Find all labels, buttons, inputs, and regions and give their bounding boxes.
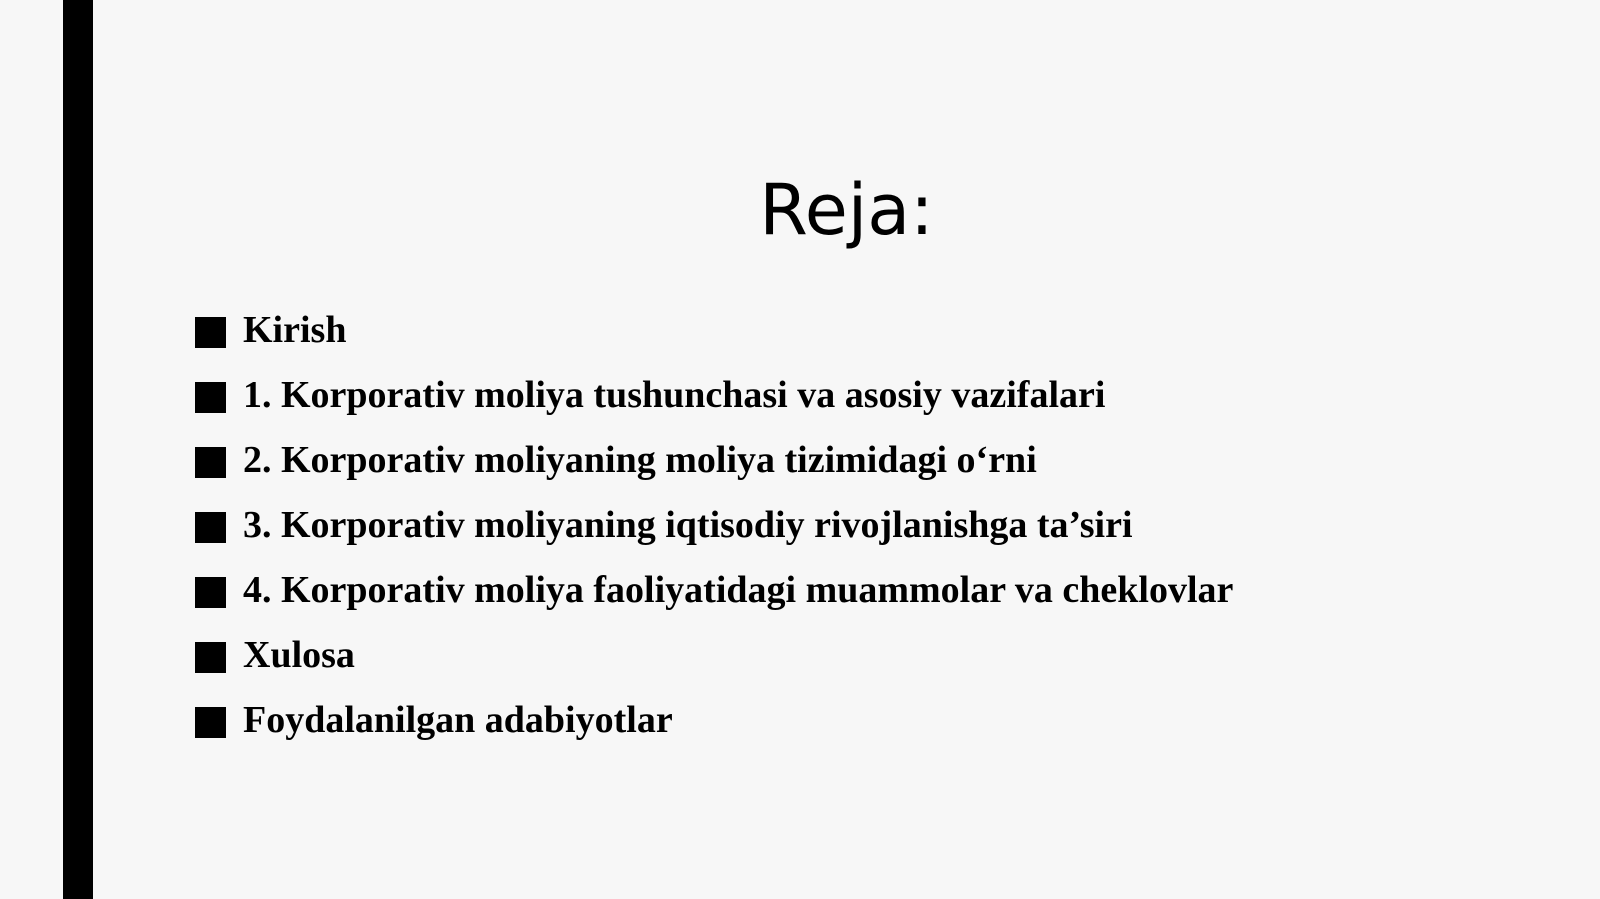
agenda-item-4 <box>195 557 1233 622</box>
agenda-item-label: Kirish <box>243 308 347 351</box>
square-bullet-icon <box>195 447 226 478</box>
agenda-item-label: Foydalanilgan adabiyotlar <box>243 698 673 741</box>
agenda-list <box>195 297 1233 752</box>
square-bullet-icon <box>195 512 226 543</box>
agenda-item-conclusion <box>195 622 1233 687</box>
agenda-item-3 <box>195 492 1233 557</box>
agenda-item-label: 3. Korporativ moliyaning iqtisodiy rivojlanishga ta’siri <box>243 503 1133 546</box>
square-bullet-icon <box>195 317 226 348</box>
square-bullet-icon <box>195 707 226 738</box>
agenda-item-label: 4. Korporativ moliya faoliyatidagi muammolar va cheklovlar <box>243 568 1234 611</box>
agenda-item-references <box>195 687 1233 752</box>
square-bullet-icon <box>195 642 226 673</box>
agenda-item-2 <box>195 427 1233 492</box>
square-bullet-icon <box>195 577 226 608</box>
agenda-item-label: 2. Korporativ moliyaning moliya tizimidagi o‘rni <box>243 438 1037 481</box>
left-accent-bar <box>63 0 93 899</box>
agenda-item-1 <box>195 362 1233 427</box>
slide-title: Reja: <box>759 169 934 251</box>
agenda-item-intro <box>195 297 1233 362</box>
agenda-item-label: Xulosa <box>243 633 355 676</box>
agenda-item-label: 1. Korporativ moliya tushunchasi va asosiy vazifalari <box>243 373 1106 416</box>
square-bullet-icon <box>195 382 226 413</box>
